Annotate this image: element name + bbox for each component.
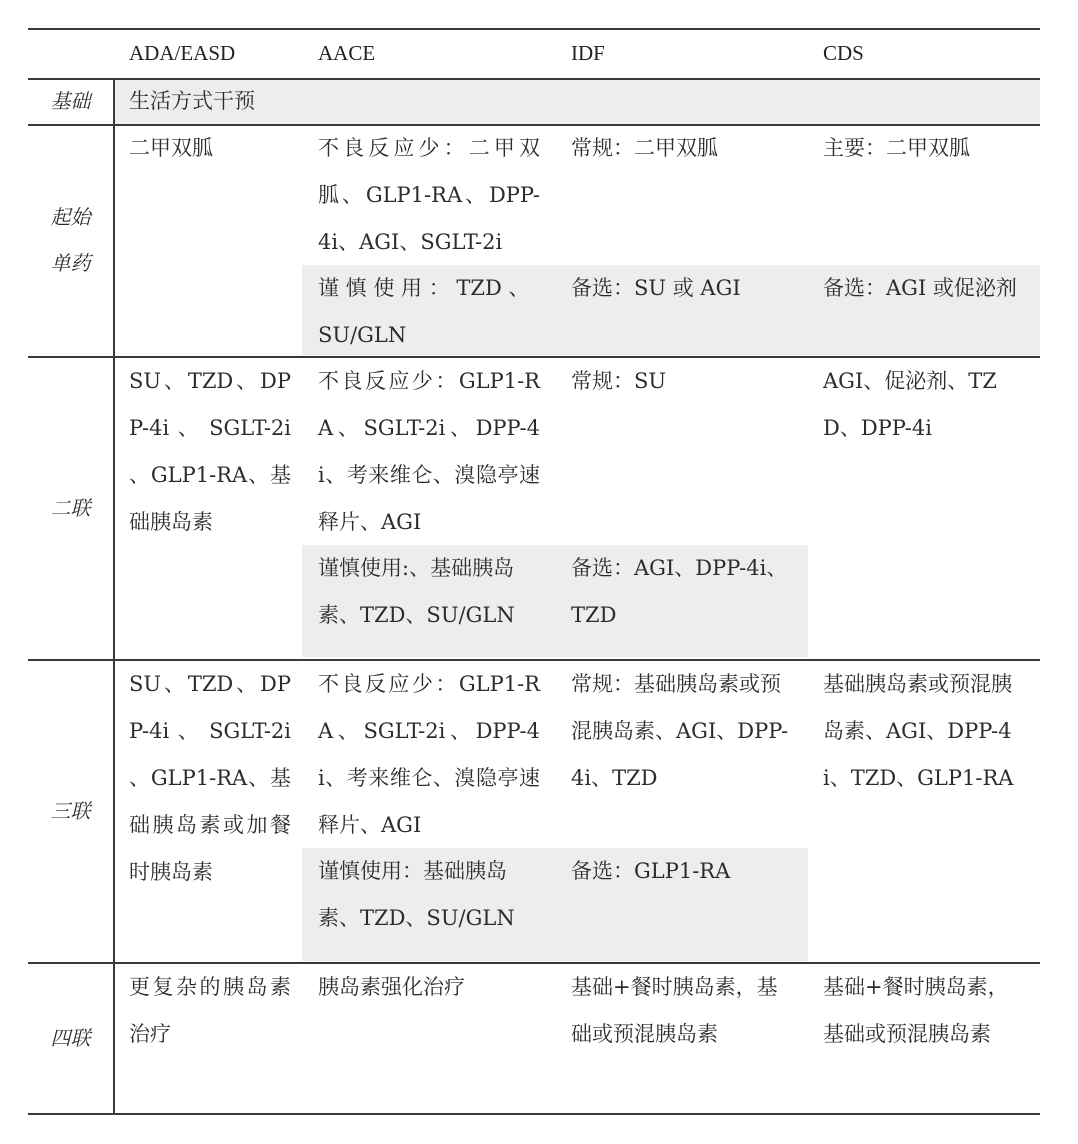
header-idf: IDF — [571, 41, 605, 65]
quad-idf: 基础+餐时胰岛素，基础或预混胰岛素 — [571, 975, 778, 1046]
quad-aace: 胰岛素强化治疗 — [318, 975, 465, 999]
mono-cds-alt: 备选：AGI 或促泌剂 — [823, 276, 1017, 300]
quad-ada: 更复杂的胰岛素治疗 — [129, 975, 291, 1046]
triple-idf-main: 常规：基础胰岛素或预混胰岛素、AGI、DPP-4i、TZD — [571, 672, 789, 790]
mono-idf-alt: 备选：SU 或 AGI — [571, 276, 741, 300]
header-ada-easd: ADA/EASD — [129, 41, 236, 65]
row-label-dual: 二联 — [50, 496, 91, 520]
triple-cds: 基础胰岛素或预混胰岛素、AGI、DPP-4i、TZD、GLP1-RA — [823, 672, 1014, 790]
basic-content: 生活方式干预 — [129, 89, 255, 113]
dual-aace-preferred: 不良反应少：GLP1-RA、SGLT-2i、DPP-4i、考来维仑、溴隐亭速释片、AGI — [318, 369, 540, 534]
triple-aace-preferred: 不良反应少：GLP1-RA、SGLT-2i、DPP-4i、考来维仑、溴隐亭速释片、AGI — [318, 672, 540, 837]
row-label-quad: 四联 — [50, 1026, 91, 1050]
row-label-triple: 三联 — [50, 799, 91, 823]
dual-aace-caution: 谨慎使用:、基础胰岛素、TZD、SU/GLN — [318, 556, 515, 627]
label-column-divider — [113, 79, 115, 1114]
mono-cds-main: 主要：二甲双胍 — [823, 136, 970, 160]
row-label-mono: 起始 单药 — [50, 205, 91, 275]
mono-aace-caution: 谨 慎 使 用 ： TZD 、SU/GLN — [318, 276, 530, 347]
mono-aace-preferred: 不良反应少：二甲双胍、GLP1-RA、DPP-4i、AGI、SGLT-2i — [318, 136, 540, 254]
quad-cds: 基础+餐时胰岛素，基础或预混胰岛素 — [823, 975, 1009, 1046]
dual-ada: SU、TZD、DPP-4i 、 SGLT-2i 、GLP1-RA、基础胰岛素 — [129, 369, 298, 534]
triple-aace-caution: 谨慎使用：基础胰岛素、TZD、SU/GLN — [318, 859, 515, 930]
mono-idf-main: 常规：二甲双胍 — [571, 136, 718, 160]
dual-idf-main: 常规：SU — [571, 369, 667, 393]
mono-ada: 二甲双胍 — [129, 136, 213, 160]
dual-cds: AGI、促泌剂、TZD、DPP-4i — [823, 369, 997, 440]
triple-idf-alt: 备选：GLP1-RA — [571, 859, 731, 883]
dual-idf-alt: 备选：AGI、DPP-4i、TZD — [571, 556, 788, 627]
row-label-basic: 基础 — [50, 89, 91, 113]
header-aace: AACE — [318, 41, 376, 65]
rule-bottom — [28, 1113, 1040, 1115]
header-cds: CDS — [823, 41, 864, 65]
triple-ada: SU、TZD、DPP-4i 、 SGLT-2i 、GLP1-RA、基础胰岛素或加餐时胰岛素 — [129, 672, 298, 884]
